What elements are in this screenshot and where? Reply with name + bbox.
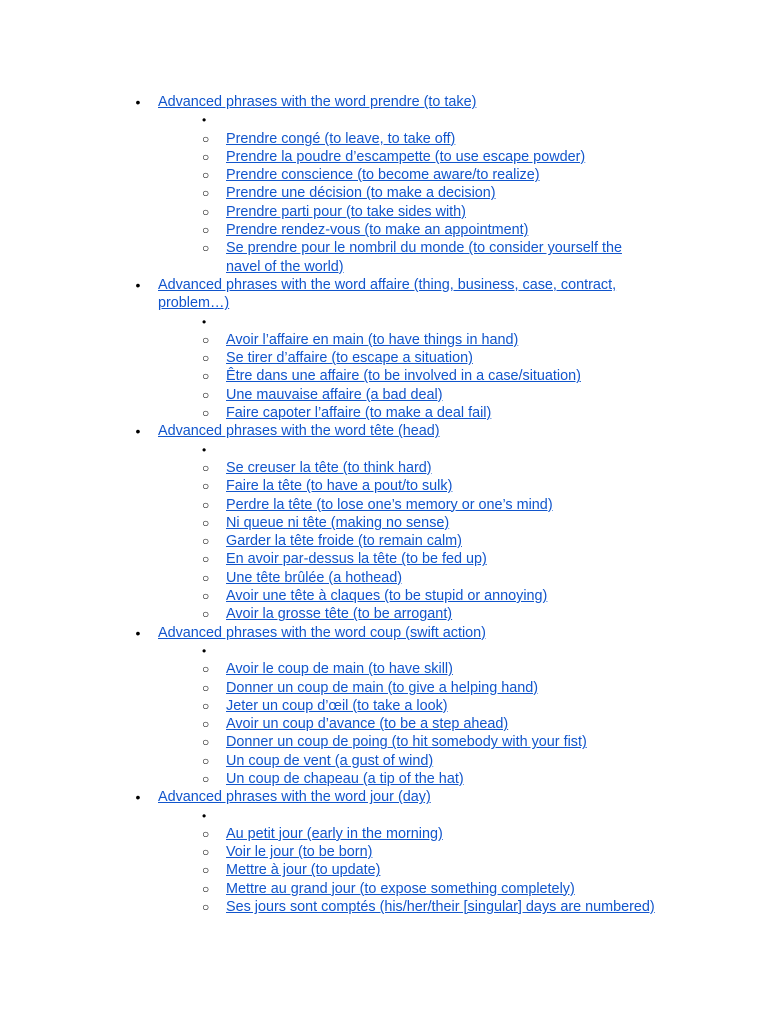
phrase-link[interactable]: Avoir un coup d’avance (to be a step ahead) [226,716,509,733]
list-item [158,733,656,751]
phrase-link[interactable]: Au petit jour (early in the morning) [226,825,443,842]
circle-bullet-icon: ○ [202,204,210,219]
phrase-link[interactable]: Être dans une affaire (to be involved in a case/situation) [226,368,581,385]
list-item [158,550,656,568]
circle-bullet-icon: ○ [202,680,210,695]
circle-bullet-icon: ○ [202,753,210,768]
circle-bullet-icon: ○ [202,863,210,878]
list-item [158,697,656,715]
circle-bullet-icon: ○ [202,332,210,347]
phrase-link[interactable]: Une tête brûlée (a hothead) [226,569,403,586]
list-item [158,203,656,221]
phrase-link[interactable]: Un coup de vent (a gust of wind) [226,752,434,769]
circle-bullet-icon: ○ [202,186,210,201]
list-item [158,404,656,422]
circle-bullet-icon: ○ [202,149,210,164]
phrase-link[interactable]: Se creuser la tête (to think hard) [226,459,432,476]
circle-bullet-icon: ○ [202,826,210,841]
circle-bullet-icon: ○ [202,406,210,421]
phrase-link[interactable]: En avoir par-dessus la tête (to be fed up) [226,551,487,568]
phrase-link[interactable]: Voir le jour (to be born) [226,844,373,861]
empty-list-item [158,111,648,129]
circle-bullet-icon: ○ [202,900,210,915]
phrase-link[interactable]: Avoir une tête à claques (to be stupid or annoying) [226,588,548,605]
small-bullet-icon: • [202,113,207,128]
list-item [158,386,656,404]
phrase-link[interactable]: Garder la tête froide (to remain calm) [226,533,462,550]
circle-bullet-icon: ○ [202,369,210,384]
list-item [158,825,656,843]
phrase-link[interactable]: Une mauvaise affaire (a bad deal) [226,386,443,403]
circle-bullet-icon: ○ [202,497,210,512]
list-item [158,898,656,916]
list-item [158,679,656,697]
list-item [158,130,656,148]
phrase-link[interactable]: Jeter un coup d’œil (to take a look) [226,697,448,714]
list-item [158,770,656,788]
phrase-link[interactable]: Mettre au grand jour (to expose something completely) [226,880,575,897]
circle-bullet-icon: ○ [202,460,210,475]
small-bullet-icon: • [202,314,207,329]
phrase-link[interactable]: Donner un coup de poing (to hit somebody with your fist) [226,734,587,751]
phrase-link[interactable]: Ses jours sont comptés (his/her/their [singular] days are numbered) [226,899,655,916]
phrase-link[interactable]: Prendre une décision (to make a decision) [226,185,496,202]
list-item [158,660,656,678]
list-item [158,752,656,770]
list-item [158,532,656,550]
circle-bullet-icon: ○ [202,570,210,585]
section-link[interactable]: Advanced phrases with the word tête (head) [158,423,440,440]
section-jour [0,788,655,916]
circle-bullet-icon: ○ [202,387,210,402]
circle-bullet-icon: ○ [202,351,210,366]
disc-bullet-icon: • [135,94,141,110]
list-item [158,569,656,587]
list-item [158,221,656,239]
section-coup [0,624,648,789]
circle-bullet-icon: ○ [202,534,210,549]
phrase-list [158,331,648,422]
empty-list-item [158,441,648,459]
circle-bullet-icon: ○ [202,717,210,732]
phrase-link[interactable]: Faire la tête (to have a pout/to sulk) [226,478,453,495]
disc-bullet-icon: • [135,423,141,440]
circle-bullet-icon: ○ [202,515,210,530]
phrase-sections-list [0,93,768,916]
phrase-link[interactable]: Un coup de chapeau (a tip of the hat) [226,770,464,787]
small-bullet-icon: • [202,643,207,658]
circle-bullet-icon: ○ [202,552,210,567]
list-item [158,880,656,898]
phrase-list [158,459,648,624]
phrase-list [158,660,648,788]
disc-bullet-icon: • [135,624,141,641]
list-item [158,166,656,184]
list-item [158,587,656,605]
phrase-link[interactable]: Prendre conscience (to become aware/to realize) [226,167,540,184]
circle-bullet-icon: ○ [202,607,210,622]
circle-bullet-icon: ○ [202,881,210,896]
disc-bullet-icon: • [135,276,141,293]
section-prendre [0,93,648,276]
phrase-link[interactable]: Avoir la grosse tête (to be arrogant) [226,606,453,623]
circle-bullet-icon: ○ [202,845,210,860]
phrase-list [158,130,648,276]
phrase-link[interactable]: Faire capoter l’affaire (to make a deal fail) [226,405,492,422]
phrase-link[interactable]: Ni queue ni tête (making no sense) [226,514,450,531]
list-item [158,349,656,367]
list-item [158,477,656,495]
list-item [158,184,656,202]
empty-list-item [158,642,648,660]
circle-bullet-icon: ○ [202,589,210,604]
phrase-link[interactable]: Avoir le coup de main (to have skill) [226,661,453,678]
phrase-link[interactable]: Prendre parti pour (to take sides with) [226,203,466,220]
circle-bullet-icon: ○ [202,168,210,183]
list-item [158,843,656,861]
circle-bullet-icon: ○ [202,479,210,494]
phrase-link[interactable]: Perdre la tête (to lose one’s memory or one’s mind) [226,496,553,513]
section-affaire [0,276,648,422]
phrase-link[interactable]: Prendre la poudre d’escampette (to use escape powder) [226,148,586,165]
phrase-link[interactable]: Prendre congé (to leave, to take off) [226,130,456,147]
list-item [158,514,656,532]
list-item [158,331,656,349]
section-tete [0,422,648,623]
empty-list-item [158,807,648,825]
small-bullet-icon: • [202,808,207,823]
section-link[interactable]: Advanced phrases with the word coup (swift action) [158,624,486,641]
list-item [158,148,656,166]
phrase-link[interactable]: Se tirer d’affaire (to escape a situation) [226,350,473,367]
circle-bullet-icon: ○ [202,662,210,677]
circle-bullet-icon: ○ [202,223,210,238]
section-link[interactable]: Advanced phrases with the word jour (day) [158,789,431,806]
phrase-link[interactable]: Donner un coup de main (to give a helping hand) [226,679,539,696]
circle-bullet-icon: ○ [202,735,210,750]
disc-bullet-icon: • [135,789,141,806]
phrase-link[interactable]: Se prendre pour le nombril du monde (to consider yourself the navel of the world) [226,240,622,275]
circle-bullet-icon: ○ [202,698,210,713]
phrase-link[interactable]: Avoir l’affaire en main (to have things in hand) [226,331,519,348]
list-item [158,496,656,514]
empty-list-item [158,313,648,331]
list-item [158,367,656,385]
section-link[interactable]: Advanced phrases with the word affaire (thing, business, case, contract, problem…) [158,276,617,312]
circle-bullet-icon: ○ [202,241,210,256]
list-item [158,459,656,477]
circle-bullet-icon: ○ [202,131,210,146]
list-item [158,239,656,276]
small-bullet-icon: • [202,442,207,457]
list-item [158,861,656,879]
circle-bullet-icon: ○ [202,771,210,786]
phrase-list [158,825,655,916]
document-body [0,93,768,916]
phrase-link[interactable]: Mettre à jour (to update) [226,862,381,879]
list-item [158,715,656,733]
list-item [158,605,656,623]
section-link[interactable]: Advanced phrases with the word prendre (to take) [158,94,477,110]
phrase-link[interactable]: Prendre rendez-vous (to make an appointment) [226,222,529,239]
